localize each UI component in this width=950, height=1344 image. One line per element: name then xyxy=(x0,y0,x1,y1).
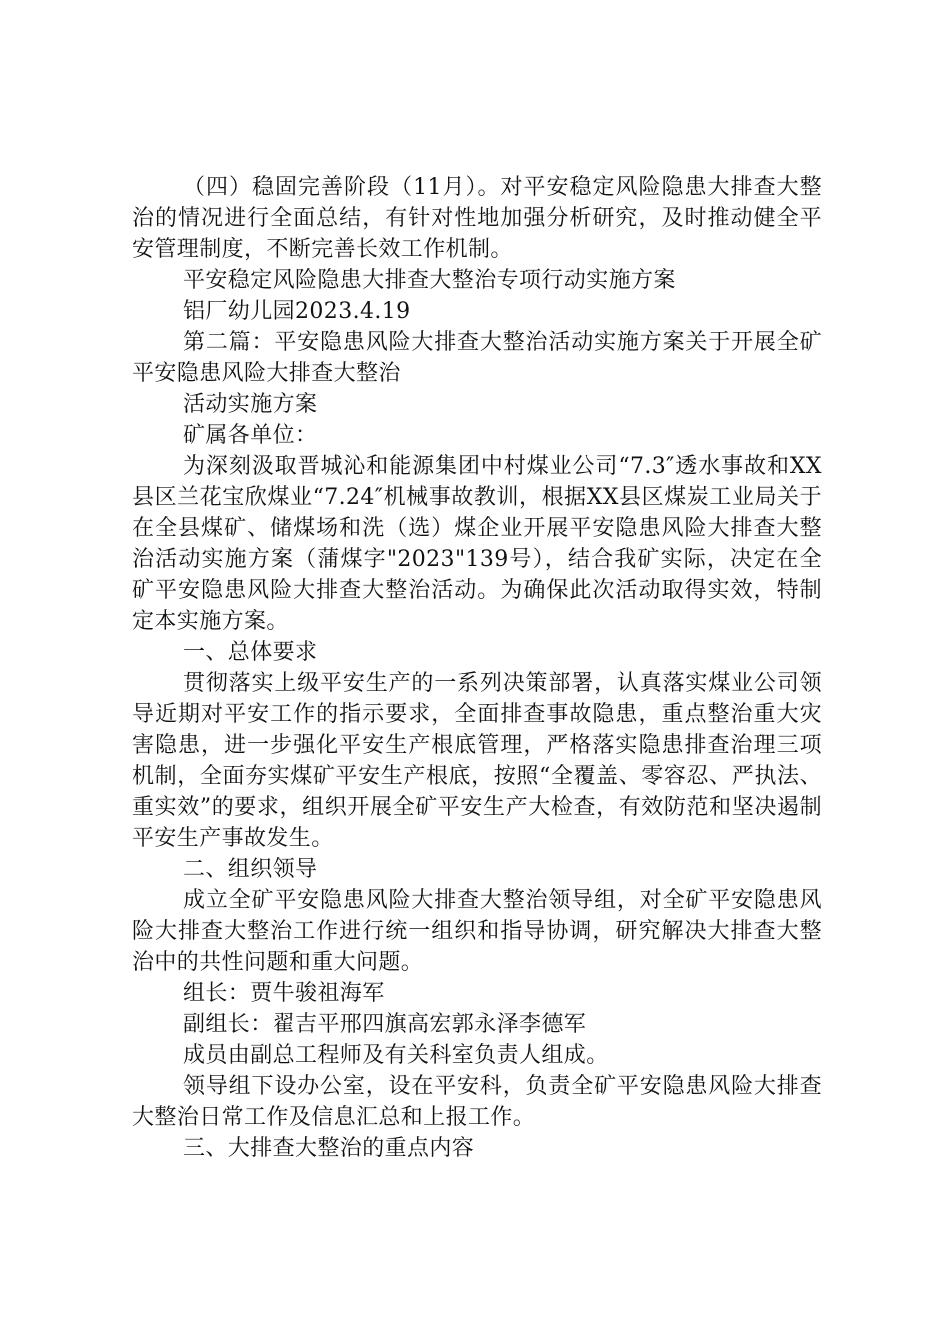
paragraph-signature-date: 铝厂幼儿园2023.4.19 xyxy=(183,299,411,324)
paragraph-general-requirements: 贯彻落实上级平安生产的一系列决策部署，认真落实煤业公司领导近期对平安工作的指示要求，全面排查事故隐患，重点整治重大灾害隐患，进一步强化平安生产根底管理，严格落实隐患排查治理三项机制，全面夯实煤矿平安生产根底，按照“全覆盖、零容忍、严执法、重实效”的要求，组织开展全矿平安生产大检查，有效防范和坚决遏制平安生产事故发生。 xyxy=(132,671,822,851)
paragraph-leading-group: 成立全矿平安隐患风险大排查大整治领导组，对全矿平安隐患风险大排查大整治工作进行统一组织和指导协调，研究解决大排查大整治中的共性问题和重大问题。 xyxy=(132,888,822,975)
paragraph-group-leader: 组长：贾牛骏祖海军 xyxy=(183,981,385,1006)
heading-organization: 二、组织领导 xyxy=(183,857,318,882)
paragraph-addressee: 矿属各单位： xyxy=(183,423,318,448)
paragraph-members: 成员由副总工程师及有关科室负责人组成。 xyxy=(183,1043,609,1068)
paragraph-office: 领导组下设办公室，设在平安科，负责全矿平安隐患风险大排查大整治日常工作及信息汇总和上报工作。 xyxy=(132,1074,822,1130)
paragraph-deputy-leaders: 副组长：翟吉平邢四旗高宏郭永泽李德军 xyxy=(183,1012,587,1037)
heading-key-content: 三、大排查大整治的重点内容 xyxy=(183,1136,475,1161)
document-body xyxy=(132,172,822,1164)
paragraph-activity-plan: 活动实施方案 xyxy=(183,392,318,417)
paragraph-part-two-heading: 第二篇：平安隐患风险大排查大整治活动实施方案关于开展全矿平安隐患风险大排查大整治 xyxy=(132,330,822,386)
paragraph-preamble: 为深刻汲取晋城沁和能源集团中村煤业公司“7.3″透水事故和XX县区兰花宝欣煤业“7.24″机械事故教训，根据XX县区煤炭工业局关于在全县煤矿、储煤场和洗（选）煤企业开展平安隐患风险大排查大整治活动实施方案（蒲煤字"2023"139号），结合我矿实际，决定在全矿平安隐患风险大排查大整治活动。为确保此次活动取得实效，特制定本实施方案。 xyxy=(132,454,822,634)
paragraph-plan-title: 平安稳定风险隐患大排查大整治专项行动实施方案 xyxy=(183,268,676,293)
heading-general-requirements: 一、总体要求 xyxy=(183,640,318,665)
paragraph-stage-four: （四）稳固完善阶段（11月）。对平安稳定风险隐患大排查大整治的情况进行全面总结，有针对性地加强分析研究，及时推动健全平安管理制度，不断完善长效工作机制。 xyxy=(132,175,822,262)
